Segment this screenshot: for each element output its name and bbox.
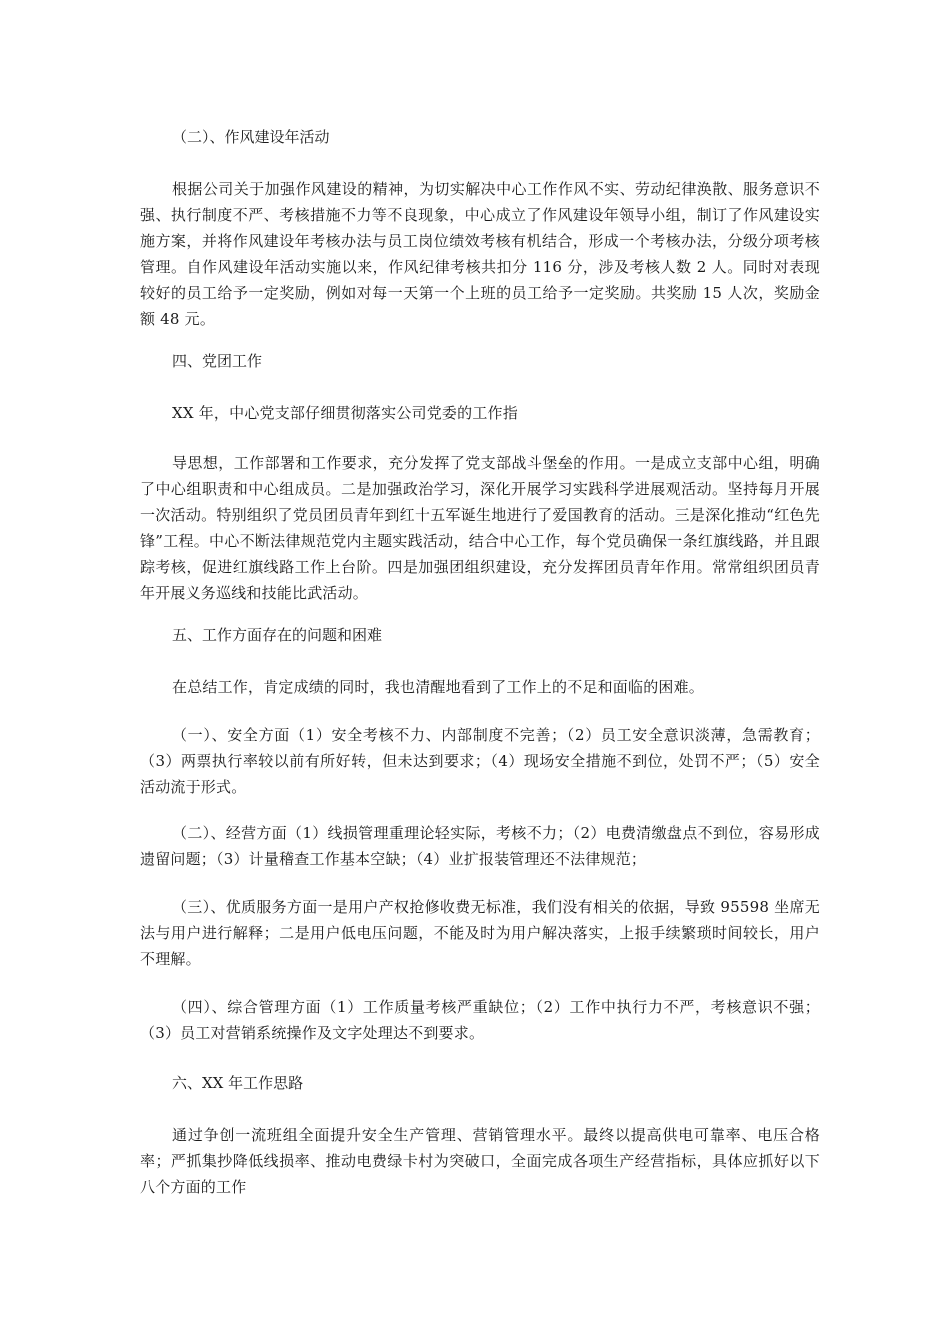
- paragraph-zuofeng: 根据公司关于加强作风建设的精神，为切实解决中心工作作风不实、劳动纪律涣散、服务意识不强、执行制度不严、考核措施不力等不良现象，中心成立了作风建设年领导小组，制订了作风建设实施方案，并将作风建设年考核办法与员工岗位绩效考核有机结合，形成一个考核办法，分级分项考核管理。自作风建设年活动实施以来，作风纪律考核共扣分 116 分，涉及考核人数 2 人。同时对表现较好的员工给予一定奖励，例如对每一天第一个上班的员工给予一定奖励。共奖励 15 人次，奖励金额 48 元。: [140, 180, 820, 328]
- section-heading-zuofeng: （二）、作风建设年活动: [172, 128, 330, 146]
- section-heading-wenti: 五、工作方面存在的问题和困难: [172, 626, 383, 644]
- paragraph-wenti-intro: 在总结工作，肯定成绩的同时，我也清醒地看到了工作上的不足和面临的困难。: [172, 678, 705, 696]
- paragraph-dangtuan-2: 导思想，工作部署和工作要求，充分发挥了党支部战斗堡垒的作用。一是成立支部中心组，明确了中心组职责和中心组成员。二是加强政治学习，深化开展学习实践科学进展观活动。坚持每月开展一次活动。特别组织了党员团员青年到红十五军诞生地进行了爱国教育的活动。三是深化推动“红色先锋”工程。中心不断法律规范党内主题实践活动，结合中心工作，每个党员确保一条红旗线路，并且跟踪考核，促进红旗线路工作上台阶。四是加强团组织建设，充分发挥团员青年作用。常常组织团员青年开展义务巡线和技能比武活动。: [140, 454, 820, 602]
- section-heading-silu: 六、XX 年工作思路: [172, 1074, 304, 1092]
- paragraph-zonghe: （四）、综合管理方面（1）工作质量考核严重缺位；（2）工作中执行力不严，考核意识不强；（3）员工对营销系统操作及文字处理达不到要求。: [140, 998, 820, 1042]
- paragraph-silu: 通过争创一流班组全面提升安全生产管理、营销管理水平。最终以提高供电可靠率、电压合格率；严抓集抄降低线损率、推动电费绿卡村为突破口，全面完成各项生产经营指标，具体应抓好以下八个方面的工作: [140, 1126, 820, 1196]
- paragraph-fuwu: （三）、优质服务方面一是用户产权抢修收费无标准，我们没有相关的依据，导致 95598 坐席无法与用户进行解释；二是用户低电压问题，不能及时为用户解决落实，上报手续繁琐时间较长，用户不理解。: [140, 898, 820, 968]
- section-heading-dangtuan: 四、党团工作: [172, 352, 263, 370]
- paragraph-anquan: （一）、安全方面（1）安全考核不力、内部制度不完善；（2）员工安全意识淡薄，急需教育；（3）两票执行率较以前有所好转，但未达到要求；（4）现场安全措施不到位，处罚不严；（5）安全活动流于形式。: [140, 726, 820, 796]
- paragraph-jingying: （二）、经营方面（1）线损管理重理论轻实际，考核不力；（2）电费清缴盘点不到位，容易形成遗留问题；（3）计量稽查工作基本空缺；（4）业扩报装管理还不法律规范；: [140, 824, 820, 868]
- paragraph-dangtuan-1: XX 年，中心党支部仔细贯彻落实公司党委的工作指: [172, 404, 518, 422]
